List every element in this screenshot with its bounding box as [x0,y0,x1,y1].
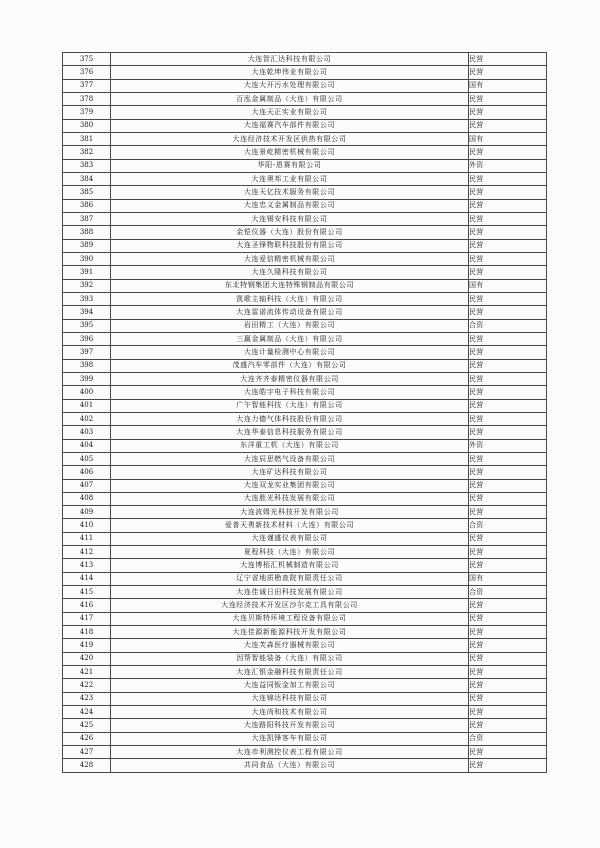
ownership-type-cell: 民营 [469,666,547,679]
company-name-cell: 大连华泰信息科技服务有限公司 [111,426,469,439]
table-row [63,586,547,599]
table-row [63,412,547,425]
company-name-cell: 东洋重工机（大连）有限公司 [111,439,469,452]
row-number-cell: 408 [63,492,111,505]
ownership-type-cell: 合资 [469,586,547,599]
ownership-type-cell: 民营 [469,306,547,319]
company-name-cell: 大连久隆科技有限公司 [111,266,469,279]
ownership-type-cell: 民营 [469,332,547,345]
ownership-type-cell: 民营 [469,612,547,625]
row-number-cell: 406 [63,466,111,479]
company-name-cell: 大连益同钣金加工有限公司 [111,679,469,692]
table-row [63,532,547,545]
company-name-cell: 大连凯锋客车有限公司 [111,732,469,745]
ownership-type-cell: 民营 [469,719,547,732]
table-row [63,359,547,372]
company-name-cell: 大连天亿技术服务有限公司 [111,186,469,199]
table-row [63,279,547,292]
ownership-type-cell: 民营 [469,559,547,572]
company-name-cell: 三赢金属制品（大连）有限公司 [111,332,469,345]
ownership-type-cell: 民营 [469,399,547,412]
row-number-cell: 379 [63,106,111,119]
table-row [63,372,547,385]
company-name-cell: 大连力德气体科技股份有限公司 [111,412,469,425]
table-row [63,172,547,185]
table-row [63,186,547,199]
row-number-cell: 402 [63,412,111,425]
table-row [63,612,547,625]
company-name-cell: 共同食品（大连）有限公司 [111,759,469,772]
ownership-type-cell: 外资 [469,159,547,172]
table-row [63,212,547,225]
row-number-cell: 426 [63,732,111,745]
row-number-cell: 391 [63,266,111,279]
company-name-cell: 大连辰思燃气设备有限公司 [111,452,469,465]
ownership-type-cell: 民营 [469,426,547,439]
company-name-cell: 大连乾坤伟业有限公司 [111,66,469,79]
ownership-type-cell: 民营 [469,106,547,119]
company-name-cell: 大连路阳科技开发有限公司 [111,719,469,732]
table-row [63,119,547,132]
table-row [63,666,547,679]
company-name-cell: 大连佳诚日田科技发展有限公司 [111,586,469,599]
ownership-type-cell: 民营 [469,66,547,79]
row-number-cell: 418 [63,626,111,639]
row-number-cell: 425 [63,719,111,732]
table-row [63,732,547,745]
row-number-cell: 404 [63,439,111,452]
table-row [63,132,547,145]
ownership-type-cell: 国有 [469,132,547,145]
table-row [63,559,547,572]
ownership-type-cell: 民营 [469,372,547,385]
ownership-type-cell: 合资 [469,732,547,745]
company-name-cell: 大连双龙实业集团有限公司 [111,479,469,492]
ownership-type-cell: 国有 [469,572,547,585]
ownership-type-cell: 民营 [469,386,547,399]
table-body [63,53,547,773]
company-name-cell: 大连福赛汽车部件有限公司 [111,119,469,132]
table-row [63,626,547,639]
table-row [63,426,547,439]
row-number-cell: 412 [63,546,111,559]
table-row [63,706,547,719]
table-row [63,159,547,172]
table-row [63,466,547,479]
row-number-cell: 414 [63,572,111,585]
ownership-type-cell: 合资 [469,519,547,532]
ownership-type-cell: 民营 [469,252,547,265]
ownership-type-cell: 民营 [469,199,547,212]
ownership-type-cell: 民营 [469,172,547,185]
ownership-type-cell: 民营 [469,186,547,199]
company-name-cell: 大连汇银金融科技有限责任公司 [111,666,469,679]
company-name-cell: 广午智能科技（大连）有限公司 [111,399,469,412]
table-row [63,386,547,399]
table-row [63,66,547,79]
table-row [63,452,547,465]
row-number-cell: 405 [63,452,111,465]
company-name-cell: 大连大开污水处理有限公司 [111,79,469,92]
ownership-type-cell: 民营 [469,466,547,479]
row-number-cell: 407 [63,479,111,492]
ownership-type-cell: 民营 [469,239,547,252]
ownership-type-cell: 民营 [469,119,547,132]
row-number-cell: 400 [63,386,111,399]
ownership-type-cell: 民营 [469,412,547,425]
company-name-cell: 辽宁省地质勘查院有限责任公司 [111,572,469,585]
row-number-cell: 422 [63,679,111,692]
row-number-cell: 396 [63,332,111,345]
row-number-cell: 384 [63,172,111,185]
company-name-cell: 大连天正实业有限公司 [111,106,469,119]
company-name-cell: 大连经济技术开发区供热有限公司 [111,132,469,145]
ownership-type-cell: 合资 [469,319,547,332]
row-number-cell: 375 [63,53,111,66]
row-number-cell: 413 [63,559,111,572]
company-name-cell: 凯歌主轴科技（大连）有限公司 [111,292,469,305]
company-name-cell: 大连芙森医疗器械有限公司 [111,639,469,652]
table-row [63,346,547,359]
row-number-cell: 381 [63,132,111,145]
table-row [63,199,547,212]
ownership-type-cell: 民营 [469,706,547,719]
ownership-type-cell: 民营 [469,492,547,505]
table-row [63,79,547,92]
company-name-cell: 大连尚和技术有限公司 [111,706,469,719]
company-name-cell: 金铠仪器（大连）股份有限公司 [111,226,469,239]
company-name-cell: 百泓金属制品（大连）有限公司 [111,92,469,105]
table-row [63,252,547,265]
company-name-cell: 岩田精工（大连）有限公司 [111,319,469,332]
row-number-cell: 428 [63,759,111,772]
row-number-cell: 388 [63,226,111,239]
row-number-cell: 386 [63,199,111,212]
table-row [63,106,547,119]
enterprise-table [62,52,547,773]
ownership-type-cell: 民营 [469,292,547,305]
row-number-cell: 395 [63,319,111,332]
ownership-type-cell: 民营 [469,679,547,692]
company-name-cell: 大连谨盛仪表有限公司 [111,532,469,545]
company-name-cell: 夏程科技（大连）有限公司 [111,546,469,559]
ownership-type-cell: 民营 [469,479,547,492]
table-row [63,266,547,279]
table-row [63,506,547,519]
company-name-cell: 大连奥邦工业有限公司 [111,172,469,185]
company-name-cell: 大连智汇达科技有限公司 [111,53,469,66]
company-name-cell: 大连锦达科技有限公司 [111,692,469,705]
ownership-type-cell: 民营 [469,266,547,279]
row-number-cell: 409 [63,506,111,519]
table-row [63,679,547,692]
table-row [63,92,547,105]
company-name-cell: 爱普天勇新技术材料（大连）有限公司 [111,519,469,532]
ownership-type-cell: 民营 [469,359,547,372]
table-row [63,519,547,532]
ownership-type-cell: 外资 [469,439,547,452]
table-row [63,319,547,332]
row-number-cell: 410 [63,519,111,532]
ownership-type-cell: 民营 [469,746,547,759]
company-name-cell: 大连贝斯特环境工程设备有限公司 [111,612,469,625]
company-name-cell: 大连爱信精密机械有限公司 [111,252,469,265]
row-number-cell: 411 [63,532,111,545]
table-row [63,652,547,665]
company-name-cell: 大连佳源新能源科技开发有限公司 [111,626,469,639]
ownership-type-cell: 民营 [469,532,547,545]
row-number-cell: 385 [63,186,111,199]
row-number-cell: 427 [63,746,111,759]
table-row [63,239,547,252]
row-number-cell: 390 [63,252,111,265]
ownership-type-cell: 民营 [469,692,547,705]
table-row [63,746,547,759]
table-row [63,492,547,505]
row-number-cell: 397 [63,346,111,359]
ownership-type-cell: 民营 [469,652,547,665]
ownership-type-cell: 民营 [469,506,547,519]
ownership-type-cell: 民营 [469,346,547,359]
company-name-cell: 大连波姆光科技开发有限公司 [111,506,469,519]
company-name-cell: 华阳-恩赛有限公司 [111,159,469,172]
table-row [63,639,547,652]
row-number-cell: 421 [63,666,111,679]
company-name-cell: 大连胜光科技发展有限公司 [111,492,469,505]
ownership-type-cell: 民营 [469,212,547,225]
company-name-cell: 大连皓宇电子科技有限公司 [111,386,469,399]
row-number-cell: 399 [63,372,111,385]
table-row [63,572,547,585]
company-name-cell: 茂盛汽车零部件（大连）有限公司 [111,359,469,372]
company-name-cell: 大连锡安科技有限公司 [111,212,469,225]
ownership-type-cell: 民营 [469,452,547,465]
company-name-cell: 大连圣锋物联科技股份有限公司 [111,239,469,252]
row-number-cell: 378 [63,92,111,105]
ownership-type-cell: 国有 [469,279,547,292]
table-row [63,719,547,732]
row-number-cell: 387 [63,212,111,225]
row-number-cell: 380 [63,119,111,132]
table-row [63,439,547,452]
row-number-cell: 377 [63,79,111,92]
ownership-type-cell: 国有 [469,79,547,92]
table-row [63,399,547,412]
table-row [63,332,547,345]
company-name-cell: 大连经济技术开发区沙尔克工具有限公司 [111,599,469,612]
table-row [63,546,547,559]
table-row [63,306,547,319]
ownership-type-cell: 民营 [469,53,547,66]
ownership-type-cell: 民营 [469,639,547,652]
table-row [63,226,547,239]
table-row [63,53,547,66]
ownership-type-cell: 民营 [469,759,547,772]
company-name-cell: 因帮智能装备（大连）有限公司 [111,652,469,665]
ownership-type-cell: 民营 [469,146,547,159]
ownership-type-cell: 民营 [469,92,547,105]
ownership-type-cell: 民营 [469,226,547,239]
row-number-cell: 394 [63,306,111,319]
row-number-cell: 392 [63,279,111,292]
row-number-cell: 403 [63,426,111,439]
table-row [63,599,547,612]
company-name-cell: 大连市利测控仪表工程有限公司 [111,746,469,759]
company-name-cell: 大连雷诺流体传动设备有限公司 [111,306,469,319]
row-number-cell: 389 [63,239,111,252]
row-number-cell: 398 [63,359,111,372]
company-name-cell: 大连计量检测中心有限公司 [111,346,469,359]
company-name-cell: 大连博栢汇机械制造有限公司 [111,559,469,572]
table-row [63,146,547,159]
ownership-type-cell: 民营 [469,546,547,559]
row-number-cell: 420 [63,652,111,665]
row-number-cell: 382 [63,146,111,159]
company-name-cell: 大连景屹精密机械有限公司 [111,146,469,159]
row-number-cell: 416 [63,599,111,612]
row-number-cell: 383 [63,159,111,172]
company-name-cell: 东北特钢集团大连特殊钢制品有限公司 [111,279,469,292]
table-row [63,479,547,492]
row-number-cell: 415 [63,586,111,599]
company-name-cell: 大连忠义金属制品有限公司 [111,199,469,212]
ownership-type-cell: 民营 [469,626,547,639]
row-number-cell: 393 [63,292,111,305]
row-number-cell: 417 [63,612,111,625]
row-number-cell: 423 [63,692,111,705]
table-row [63,759,547,772]
ownership-type-cell: 民营 [469,599,547,612]
row-number-cell: 401 [63,399,111,412]
company-name-cell: 大连齐齐泰精密仪器有限公司 [111,372,469,385]
row-number-cell: 424 [63,706,111,719]
row-number-cell: 376 [63,66,111,79]
row-number-cell: 419 [63,639,111,652]
table-row [63,692,547,705]
company-name-cell: 大连矿达科技有限公司 [111,466,469,479]
table-row [63,292,547,305]
